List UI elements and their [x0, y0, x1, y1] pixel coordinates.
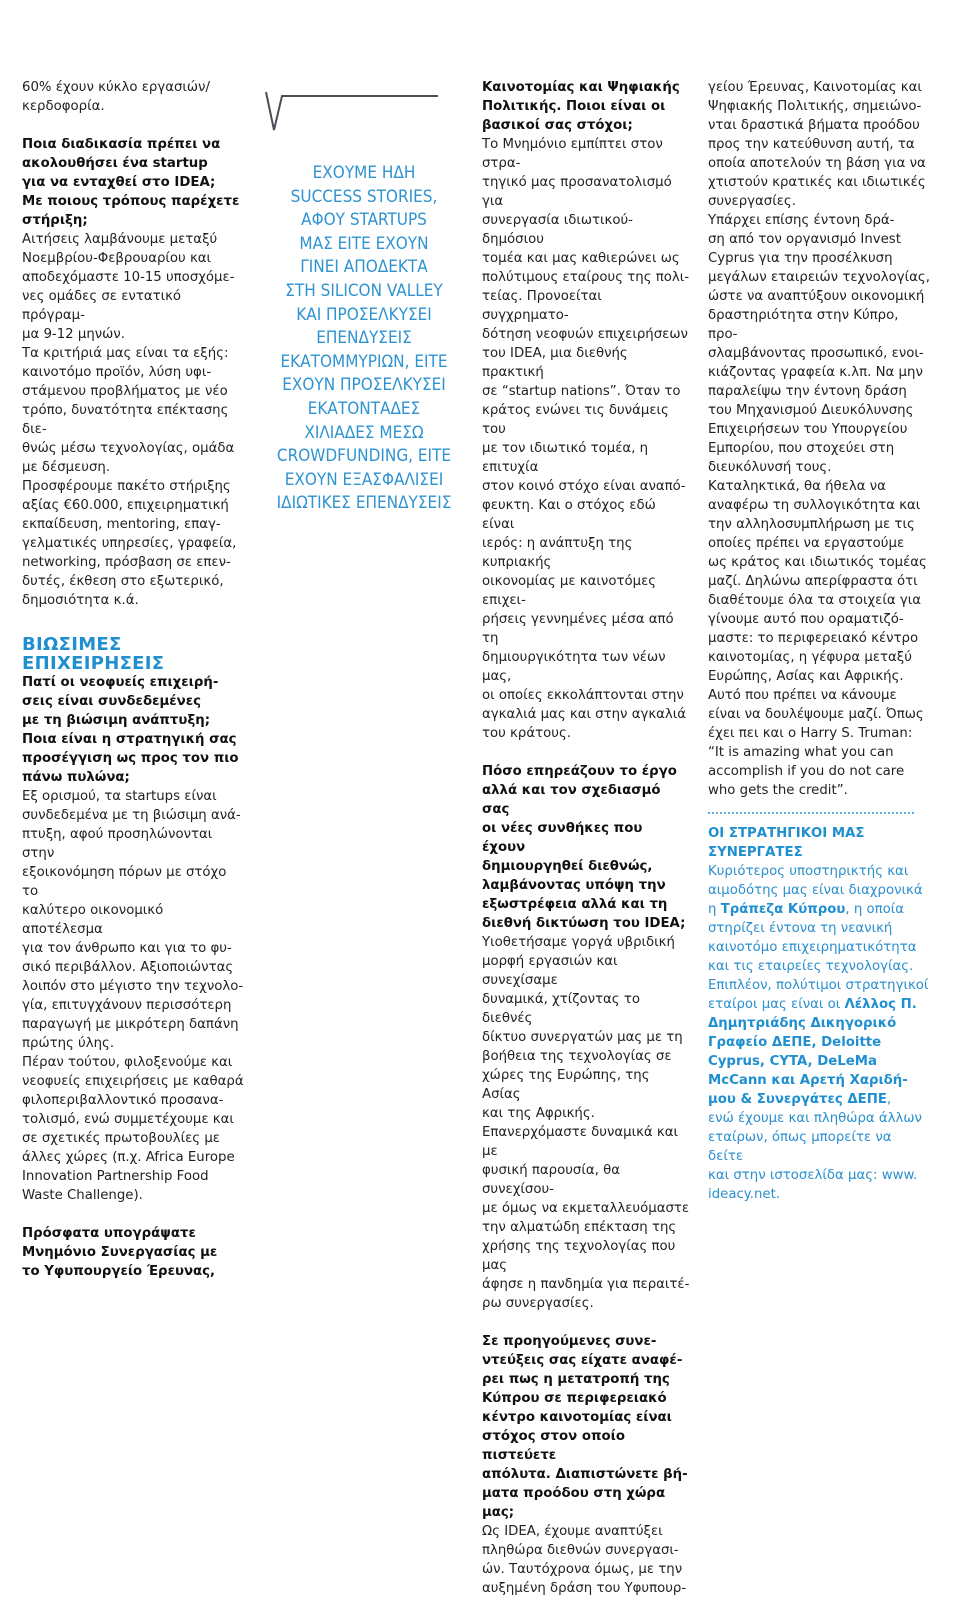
text-line: με τη βιώσιμη ανάπτυξη;: [22, 713, 211, 728]
text-line: 60% έχουν κύκλο εργασιών/: [22, 80, 210, 95]
text-line: accomplish if you do not care: [708, 764, 905, 779]
text-line: διευκόλυνσή τους.: [708, 460, 832, 475]
text-run: και στην ιστοσελίδα μας: www.: [708, 1168, 918, 1183]
text-line: ακολουθήσει ένα startup: [22, 156, 208, 171]
text-line: παραλείψω την έντονη δράση: [708, 384, 907, 399]
text-line: Νοεμβρίου-Φεβρουαρίου και: [22, 251, 212, 266]
text-line: ματα προόδου στη χώρα μας;: [482, 1486, 666, 1520]
text-line: Το Μνημόνιο εμπίπτει στον στρα-: [482, 137, 663, 171]
text-line: νται δραστικά βήματα προόδου: [708, 118, 920, 133]
text-line: μαζί. Δηλώνω απερίφραστα ότι: [708, 574, 918, 589]
text-line: Εξ ορισμού, τα startups είναι: [22, 789, 217, 804]
text-line: αλλά και τον σχεδιασμό σας: [482, 783, 661, 817]
text-line: ρω συνεργασίες.: [482, 1296, 594, 1311]
text-line: πολύτιμους εταίρους της πολι-: [482, 270, 690, 285]
text-line: χρήσης της τεχνολογίας που μας: [482, 1239, 676, 1273]
partner-name: Λέλλος Π.: [844, 997, 917, 1012]
partner-name: McCann και Αρετή Χαριδή-: [708, 1073, 908, 1088]
question: [482, 1332, 690, 1522]
text-line: μορφή εργασιών και συνεχίσαμε: [482, 954, 618, 988]
text-line: πρώτης ύλης.: [22, 1036, 115, 1051]
section-heading: [22, 635, 244, 673]
text-line: ρήσεις γεννημένες μέσα από τη: [482, 612, 674, 646]
text-line: Υπάρχει επίσης έντονη δρά-: [708, 213, 895, 228]
text-line: “It is amazing what you can: [708, 745, 894, 760]
text-line: Επιχειρήσεων του Υπουργείου: [708, 422, 908, 437]
text-line: οικονομίας με καινοτόμες επιχει-: [482, 574, 657, 608]
text-line: σικό περιβάλλον. Αξιοποιώντας: [22, 960, 234, 975]
question: [22, 1224, 244, 1281]
text-line: Πόσο επηρεάζουν το έργο: [482, 764, 677, 779]
text-line: εκπαίδευση, mentoring, επαγ-: [22, 517, 221, 532]
text-line: δυναμικά, χτίζοντας το διεθνές: [482, 992, 640, 1026]
text-line: άλλες χώρες (π.χ. Africa Europe: [22, 1150, 235, 1165]
text-line: κερδοφορία.: [22, 99, 105, 114]
pull-quote-line: ΕΠΕΝΔΥΣΕΙΣ: [316, 328, 412, 349]
partners-line: [708, 1071, 930, 1090]
partners-line: [708, 862, 930, 881]
pull-quote-line: ΜΑΣ ΕΙΤΕ ΕΧΟΥΝ: [299, 233, 429, 254]
text-line: τείας. Προνοείται συγχρηματο-: [482, 289, 602, 323]
text-run: , η οποία: [845, 902, 905, 917]
text-line: χώρες της Ευρώπης, της Ασίας: [482, 1068, 650, 1102]
text-line: διεθνή δικτύωση του IDEA;: [482, 916, 686, 931]
text-line: παραγωγή με μικρότερη δαπάνη: [22, 1017, 239, 1032]
text-line: έχει πει και ο Harry S. Truman:: [708, 726, 913, 741]
paragraph-gap: [22, 1205, 244, 1224]
text-line: γία, επιτυγχάνουν περισσότερη: [22, 998, 232, 1013]
text-line: αποδεχόμαστε 10-15 υποσχόμε-: [22, 270, 235, 285]
text-line: ών. Ταυτόχρονα όμως, με την: [482, 1562, 683, 1577]
text-line: Μνημόνιο Συνεργασίας με: [22, 1245, 218, 1260]
pull-quote-line: ΕΚΑΤΟΜΜΥΡΙΩΝ, ΕΙΤΕ: [280, 351, 448, 372]
text-line: δημοσιότητα κ.ά.: [22, 593, 139, 608]
question: [22, 673, 244, 787]
text-line: ΟΙ ΣΤΡΑΤΗΓΙΚΟΙ ΜΑΣ: [708, 826, 865, 841]
text-line: στόχος στον οποίο πιστεύετε: [482, 1429, 625, 1463]
text-run: εταίροι μας είναι οι: [708, 997, 845, 1012]
text-line: σεις είναι συνδεδεμένες: [22, 694, 202, 709]
text-run: εταίρων, όπως μπορείτε να δείτε: [708, 1130, 892, 1164]
text-line: who gets the credit”.: [708, 783, 848, 798]
text-line: Ποια είναι η στρατηγική σας: [22, 732, 237, 747]
text-run: Κυριότερος υποστηρικτής και: [708, 864, 909, 879]
text-line: ΕΠΙΧΕΙΡΗΣΕΙΣ: [22, 653, 165, 674]
text-line: Αυτό που πρέπει να κάνουμε: [708, 688, 897, 703]
partners-line: [708, 1033, 930, 1052]
text-line: Τα κριτήριά μας είναι τα εξής:: [22, 346, 229, 361]
text-run: στηρίζει έντονα τη νεανική: [708, 921, 893, 936]
answer-text: [482, 135, 690, 743]
partner-name: Γραφείο ΔΕΠΕ, Deloitte: [708, 1035, 882, 1050]
text-line: φυσική παρουσία, θα συνεχίσου-: [482, 1163, 620, 1197]
paragraph-gap: [482, 1313, 690, 1332]
partners-line: [708, 1185, 930, 1204]
text-line: κράτος ενώνει τις δυνάμεις του: [482, 403, 669, 437]
text-line: ιερός: η ανάπτυξη της κυπριακής: [482, 536, 633, 570]
partners-line: [708, 1166, 930, 1185]
text-line: χτιστούν κρατικές και ιδιωτικές: [708, 175, 926, 190]
column-1: [22, 78, 244, 1281]
pull-quote-line: ΕΧΟΥΝ ΕΞΑΣΦΑΛΙΣΕΙ: [284, 469, 444, 490]
text-line: την αλληλοσυμπλήρωση με τις: [708, 517, 915, 532]
text-line: σλαμβάνοντας προσωπικό, ενοι-: [708, 346, 924, 361]
pull-quote-line: ΕΧΟΥΝ ΠΡΟΣΕΛΚΥΣΕΙ: [282, 375, 446, 396]
text-line: γελματικές υπηρεσίες, γραφεία,: [22, 536, 237, 551]
text-line: φευκτη. Και ο στόχος εδώ είναι: [482, 498, 656, 532]
pull-quote-line: ΚΑΙ ΠΡΟΣΕΛΚΥΣΕΙ: [296, 304, 432, 325]
pull-quote-line: ΕΚΑΤΟΝΤΑΔΕΣ: [307, 398, 421, 419]
text-line: οι νέες συνθήκες που έχουν: [482, 821, 643, 855]
text-line: Εμπορίου, που στοχεύει στη: [708, 441, 895, 456]
text-line: networking, πρόσβαση σε επεν-: [22, 555, 231, 570]
partners-box: [708, 824, 930, 1204]
text-line: του IDEA, μια διεθνής πρακτική: [482, 346, 628, 380]
text-line: τομέα και μας καθιερώνει ως: [482, 251, 680, 266]
text-line: Innovation Partnership Food: [22, 1169, 209, 1184]
text-line: οποία αποτελούν τη βάση για να: [708, 156, 926, 171]
text-line: στάμενου προβλήματος με νέο: [22, 384, 228, 399]
text-line: στον κοινό στόχο είναι αναπό-: [482, 479, 686, 494]
text-line: νεοφυείς επιχειρήσεις με καθαρά: [22, 1074, 244, 1089]
text-line: κέντρο καινοτομίας είναι: [482, 1410, 672, 1425]
text-line: Επανερχόμαστε δυναμικά και με: [482, 1125, 679, 1159]
partner-name: μου & Συνεργάτες ΔΕΠΕ: [708, 1092, 887, 1107]
text-line: ως κράτος και ιδιωτικός τομέας: [708, 555, 927, 570]
text-run: ideacy.net.: [708, 1187, 781, 1202]
text-line: συνεργασίες.: [708, 194, 796, 209]
text-line: φιλοπεριβαλλοντικό προσανα-: [22, 1093, 224, 1108]
text-line: Υιοθετήσαμε γοργά υβριδική: [482, 935, 675, 950]
text-line: βοήθεια της τεχνολογίας σε: [482, 1049, 672, 1064]
text-line: Πολιτικής. Ποιοι είναι οι: [482, 99, 666, 114]
text-run: ενώ έχουμε και πληθώρα άλλων: [708, 1111, 922, 1126]
column-3: [482, 78, 690, 1598]
dotted-divider: [708, 812, 914, 814]
text-line: με δέσμευση.: [22, 460, 111, 475]
text-line: αναφέρω τη συλλογικότητα και: [708, 498, 921, 513]
text-line: διαθέτουμε όλα τα στοιχεία για: [708, 593, 921, 608]
text-line: Ευρώπης, Ασίας και Αφρικής.: [708, 669, 904, 684]
text-line: άφησε η πανδημία για περαιτέ-: [482, 1277, 690, 1292]
question: [482, 78, 690, 135]
text-line: πτυξη, αφού προσηλώνονται στην: [22, 827, 213, 861]
pull-quote-line: ΓΙΝΕΙ ΑΠΟΔΕΚΤΑ: [300, 257, 428, 278]
text-line: αυξημένη δράση του Υφυπουρ-: [482, 1581, 687, 1596]
text-line: συνδεδεμένα με τη βιώσιμη ανά-: [22, 808, 241, 823]
text-line: ση από τον οργανισμό Invest: [708, 232, 901, 247]
answer-text: [22, 230, 244, 610]
text-line: δημιουργικότητα των νέων μας,: [482, 650, 666, 684]
answer-text: [708, 78, 930, 800]
partners-line: [708, 919, 930, 938]
text-line: καινοτομίας, η γέφυρα μεταξύ: [708, 650, 912, 665]
text-line: βασικοί σας στόχοι;: [482, 118, 633, 133]
pull-quote: [258, 162, 470, 516]
text-line: είναι να δουλέψουμε μαζί. Όπως: [708, 707, 924, 722]
answer-text: [22, 787, 244, 1205]
partners-line: [708, 1109, 930, 1128]
text-line: τολισμό, ενώ συμμετέχουμε και: [22, 1112, 234, 1127]
partners-line: [708, 957, 930, 976]
text-line: δυτές, έκθεση στο εξωτερικό,: [22, 574, 224, 589]
text-line: προς την κατεύθυνση αυτή, τα: [708, 137, 915, 152]
text-line: λοιπόν στο μέγιστο την τεχνολο-: [22, 979, 244, 994]
text-line: το Υφυπουργείο Έρευνας,: [22, 1264, 216, 1279]
text-line: νες ομάδες σε εντατικό πρόγραμ-: [22, 289, 182, 323]
text-line: Ποια διαδικασία πρέπει να: [22, 137, 221, 152]
text-line: αξίας €60.000, επιχειρηματική: [22, 498, 229, 513]
text-line: γίνουμε αυτό που οραματιζό-: [708, 612, 904, 627]
text-line: συνεργασία ιδιωτικού-δημόσιου: [482, 213, 633, 247]
text-line: Πατί οι νεοφυείς επιχειρή-: [22, 675, 219, 690]
text-line: με όμως να εκμεταλλευόμαστε: [482, 1201, 690, 1216]
partners-line: [708, 1128, 930, 1166]
text-line: εξωστρέφεια αλλά και τη: [482, 897, 668, 912]
question: [482, 762, 690, 933]
text-line: απόλυτα. Διαπιστώνετε βή-: [482, 1467, 688, 1482]
text-line: Cyprus για την προσέλκυση: [708, 251, 893, 266]
text-line: δημιουργηθεί διεθνώς,: [482, 859, 653, 874]
text-line: καλύτερο οικονομικό αποτέλεσμα: [22, 903, 164, 937]
answer-text: [482, 1522, 690, 1598]
text-line: Καινοτομίας και Ψηφιακής: [482, 80, 680, 95]
column-4: [708, 78, 930, 1204]
partners-line: [708, 995, 930, 1014]
text-line: Καταληκτικά, θα ήθελα να: [708, 479, 886, 494]
text-line: τηγικό μας προσανατολισμό για: [482, 175, 672, 209]
text-line: Σε προηγούμενες συνε-: [482, 1334, 657, 1349]
text-line: εξοικονόμηση πόρων με στόχο το: [22, 865, 227, 899]
partners-heading: [708, 824, 930, 862]
text-line: δίκτυο συνεργατών μας με τη: [482, 1030, 683, 1045]
partners-line: [708, 1052, 930, 1071]
text-line: στήριξη;: [22, 213, 88, 228]
paragraph-gap: [482, 743, 690, 762]
pull-quote-line: CROWDFUNDING, ΕΙΤΕ: [276, 446, 452, 467]
paragraph-gap: [22, 610, 244, 629]
pull-quote-line: ΙΔΙΩΤΙΚΕΣ ΕΠΕΝΔΥΣΕΙΣ: [276, 493, 452, 514]
text-run: αιμοδότης μας είναι διαχρονικά: [708, 883, 923, 898]
pull-quote-line: ΕΧΟΥΜΕ ΗΔΗ: [312, 163, 416, 183]
text-line: λαμβάνοντας υπόψη την: [482, 878, 666, 893]
pull-quote-line: ΣΤΗ SILICON VALLEY: [285, 280, 443, 301]
text-line: ρει πως η μετατροπή της: [482, 1372, 670, 1387]
text-line: ντεύξεις σας είχατε αναφέ-: [482, 1353, 683, 1368]
text-line: προσέγγιση ως προς τον πιο: [22, 751, 239, 766]
text-run: και τις εταιρείες τεχνολογίας.: [708, 959, 914, 974]
text-line: μεγάλων εταιρειών τεχνολογίας,: [708, 270, 930, 285]
text-run: Επιπλέον, πολύτιμοι στρατηγικοί: [708, 978, 929, 993]
text-line: Πρόσφατα υπογράψατε: [22, 1226, 196, 1241]
text-line: κιάζοντας γραφεία κ.λπ. Να μην: [708, 365, 923, 380]
text-run: η: [708, 902, 721, 917]
question: [22, 135, 244, 230]
text-line: την αλματώδη επέκταση της: [482, 1220, 677, 1235]
text-line: οι οποίες εκκολάπτονται στην: [482, 688, 684, 703]
text-line: για τον άνθρωπο και για το φυ-: [22, 941, 232, 956]
partners-line: [708, 1090, 930, 1109]
paragraph-gap: [22, 116, 244, 135]
partners-line: [708, 976, 930, 995]
text-line: Με ποιους τρόπους παρέχετε: [22, 194, 240, 209]
partners-line: [708, 900, 930, 919]
text-line: θνώς μέσω τεχνολογίας, ομάδα: [22, 441, 235, 456]
text-line: για να ενταχθεί στο IDEA;: [22, 175, 216, 190]
pull-quote-corner-line: [262, 90, 442, 134]
answer-text: [22, 78, 244, 116]
partners-line: [708, 938, 930, 957]
text-line: τρόπο, δυνατότητα επέκτασης διε-: [22, 403, 229, 437]
text-line: του κράτους.: [482, 726, 571, 741]
text-line: και της Αφρικής.: [482, 1106, 595, 1121]
text-line: πληθώρα διεθνών συνεργασι-: [482, 1543, 679, 1558]
text-line: Ψηφιακής Πολιτικής, σημειώνο-: [708, 99, 922, 114]
text-line: δότηση νεοφυών επιχειρήσεων: [482, 327, 688, 342]
text-line: Αιτήσεις λαμβάνουμε μεταξύ: [22, 232, 218, 247]
partner-name: Δημητριάδης Δικηγορικό: [708, 1016, 897, 1031]
text-line: αγκαλιά μας και στην αγκαλιά: [482, 707, 687, 722]
partner-name: Τράπεζα Κύπρου: [720, 902, 846, 917]
text-line: σε σχετικές πρωτοβουλίες με: [22, 1131, 220, 1146]
text-line: μαστε: το περιφερειακό κέντρο: [708, 631, 919, 646]
text-line: πάνω πυλώνα;: [22, 770, 130, 785]
partner-name: Cyprus, CYTA, DeLeMa: [708, 1054, 877, 1069]
pull-quote-line: SUCCESS STORIES,: [290, 186, 438, 207]
text-line: καινοτόμο προϊόν, λύση υφι-: [22, 365, 212, 380]
text-line: γείου Έρευνας, Καινοτομίας και: [708, 80, 922, 95]
partners-line: [708, 881, 930, 900]
text-line: σε “startup nations”. Όταν το: [482, 384, 681, 399]
answer-text: [482, 933, 690, 1313]
pull-quote-line: ΧΙΛΙΑΔΕΣ ΜΕΣΩ: [304, 422, 424, 443]
text-line: οποίες πρέπει να εργαστούμε: [708, 536, 905, 551]
text-line: δραστηριότητα στην Κύπρο, προ-: [708, 308, 899, 342]
text-line: Waste Challenge).: [22, 1188, 143, 1203]
text-line: με τον ιδιωτικό τομέα, η επιτυχία: [482, 441, 649, 475]
text-line: ΒΙΩΣΙΜΕΣ: [22, 634, 122, 655]
text-run: καινοτόμο επιχειρηματικότητα: [708, 940, 917, 955]
text-line: Ως IDEA, έχουμε αναπτύξει: [482, 1524, 663, 1539]
text-line: Πέραν τούτου, φιλοξενούμε και: [22, 1055, 233, 1070]
pull-quote-line: ΑΦΟΥ STARTUPS: [301, 210, 427, 231]
partners-line: [708, 1014, 930, 1033]
text-line: ΣΥΝΕΡΓΑΤΕΣ: [708, 845, 803, 860]
text-line: Προσφέρουμε πακέτο στήριξης: [22, 479, 231, 494]
text-run: ,: [886, 1092, 892, 1107]
text-line: Κύπρου σε περιφερειακό: [482, 1391, 667, 1406]
text-line: μα 9-12 μηνών.: [22, 327, 125, 342]
text-line: ώστε να αναπτύξουν οικονομική: [708, 289, 925, 304]
text-line: του Μηχανισμού Διευκόλυνσης: [708, 403, 914, 418]
